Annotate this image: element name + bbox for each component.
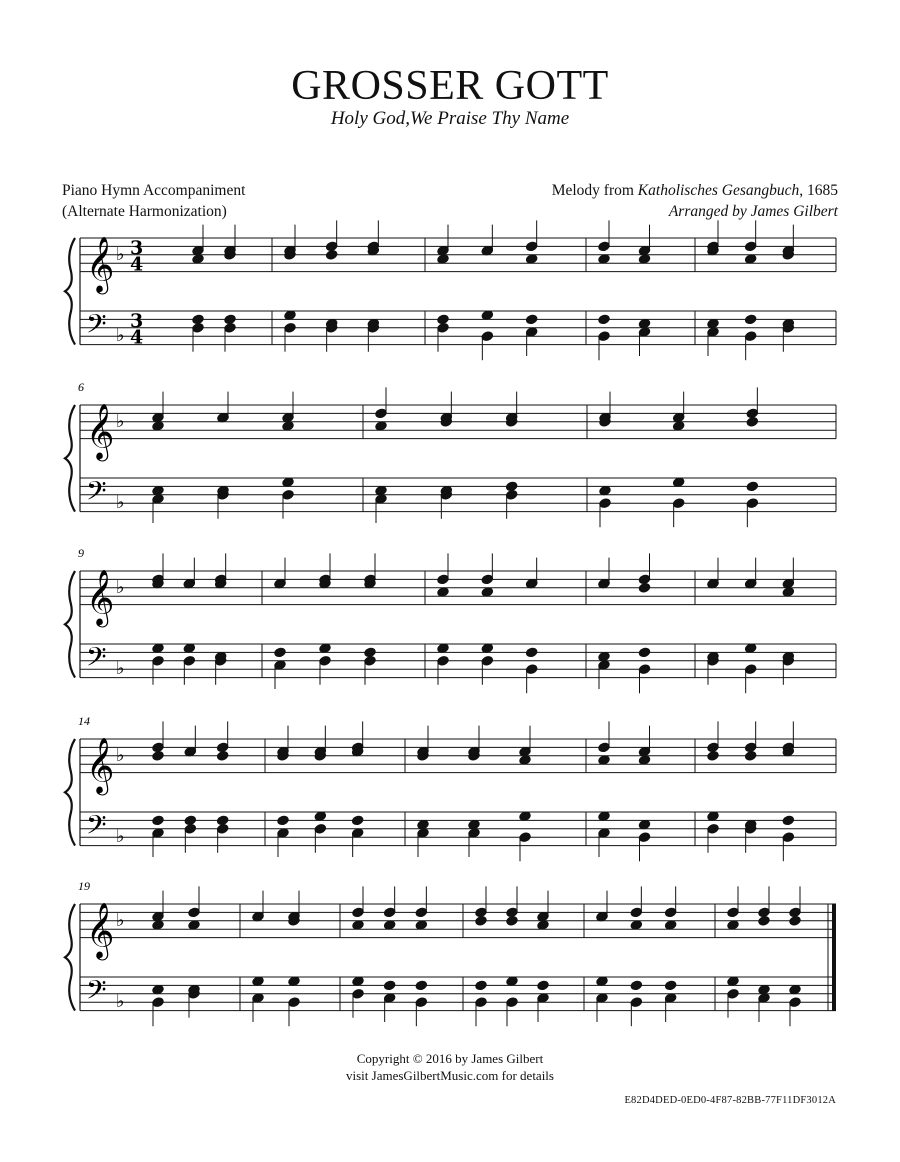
page-title: GROSSER GOTT bbox=[291, 63, 609, 109]
time-signature-bottom: 4 bbox=[130, 253, 144, 276]
notehead bbox=[383, 907, 395, 918]
notehead bbox=[364, 647, 376, 658]
notehead bbox=[758, 907, 770, 918]
brace bbox=[65, 405, 75, 512]
notehead bbox=[746, 416, 758, 427]
notehead bbox=[475, 980, 487, 991]
notehead bbox=[599, 498, 611, 509]
bass-clef: 𝄢 bbox=[86, 474, 107, 513]
melody-source: Katholisches Gesangbuch bbox=[637, 182, 800, 199]
arranger-credit: Arranged by James Gilbert bbox=[668, 203, 838, 220]
notehead bbox=[383, 980, 395, 991]
measure-number: 14 bbox=[78, 714, 90, 728]
measure-number: 6 bbox=[78, 380, 84, 394]
notehead bbox=[475, 997, 487, 1008]
key-signature-flat: ♭ bbox=[116, 744, 125, 766]
notehead bbox=[525, 664, 537, 675]
notehead bbox=[352, 988, 364, 999]
notehead bbox=[630, 980, 642, 991]
notehead bbox=[707, 823, 719, 834]
treble-clef: 𝄞 bbox=[86, 737, 115, 794]
notehead bbox=[184, 815, 196, 826]
notehead bbox=[325, 241, 337, 252]
notehead bbox=[782, 815, 794, 826]
notehead bbox=[192, 322, 204, 333]
key-signature-flat: ♭ bbox=[116, 991, 125, 1013]
final-barline-thick bbox=[832, 904, 836, 1011]
notehead bbox=[184, 823, 196, 834]
notehead bbox=[664, 980, 676, 991]
notehead bbox=[415, 907, 427, 918]
brace bbox=[65, 904, 75, 1011]
notehead bbox=[537, 980, 549, 991]
notehead bbox=[744, 750, 756, 761]
notehead bbox=[746, 481, 758, 492]
notehead bbox=[744, 314, 756, 325]
notehead bbox=[505, 489, 517, 500]
notehead bbox=[288, 997, 300, 1008]
notehead bbox=[216, 823, 228, 834]
notehead bbox=[782, 832, 794, 843]
treble-clef: 𝄞 bbox=[86, 902, 115, 959]
notehead bbox=[506, 907, 518, 918]
arrangement-note: (Alternate Harmonization) bbox=[62, 203, 227, 220]
notehead bbox=[224, 322, 236, 333]
notehead bbox=[727, 988, 739, 999]
key-signature-flat: ♭ bbox=[116, 576, 125, 598]
notehead bbox=[789, 997, 801, 1008]
notehead bbox=[638, 647, 650, 658]
notehead bbox=[192, 314, 204, 325]
notehead bbox=[415, 997, 427, 1008]
notehead bbox=[364, 655, 376, 666]
arrangement-type: Piano Hymn Accompaniment bbox=[62, 182, 246, 199]
notehead bbox=[638, 664, 650, 675]
bass-clef: 𝄢 bbox=[86, 973, 107, 1012]
melody-year: , 1685 bbox=[799, 182, 838, 199]
notehead bbox=[758, 915, 770, 926]
notehead bbox=[481, 574, 493, 585]
notehead bbox=[216, 742, 228, 753]
treble-clef: 𝄞 bbox=[86, 236, 115, 293]
notehead bbox=[152, 655, 164, 666]
notehead bbox=[415, 980, 427, 991]
notehead bbox=[475, 915, 487, 926]
key-signature-flat: ♭ bbox=[116, 243, 125, 265]
notehead bbox=[630, 997, 642, 1008]
notehead bbox=[152, 750, 164, 761]
notehead bbox=[744, 742, 756, 753]
notehead bbox=[437, 655, 449, 666]
notehead bbox=[598, 331, 610, 342]
notehead bbox=[216, 750, 228, 761]
notehead bbox=[319, 655, 331, 666]
notehead bbox=[506, 997, 518, 1008]
bass-clef: 𝄢 bbox=[86, 640, 107, 679]
notehead bbox=[505, 481, 517, 492]
notehead bbox=[638, 582, 650, 593]
notehead bbox=[375, 408, 387, 419]
treble-clef: 𝄞 bbox=[86, 403, 115, 460]
notehead bbox=[152, 997, 164, 1008]
time-signature-top: 3 bbox=[130, 236, 144, 259]
key-signature-flat: ♭ bbox=[116, 909, 125, 931]
treble-clef: 𝄞 bbox=[86, 569, 115, 626]
notehead bbox=[598, 314, 610, 325]
page-subtitle: Holy God,We Praise Thy Name bbox=[330, 108, 570, 129]
notehead bbox=[216, 815, 228, 826]
brace bbox=[65, 739, 75, 846]
notehead bbox=[707, 742, 719, 753]
notehead bbox=[506, 915, 518, 926]
measure-number: 9 bbox=[78, 546, 84, 560]
notehead bbox=[598, 742, 610, 753]
notehead bbox=[437, 322, 449, 333]
key-signature-flat: ♭ bbox=[116, 410, 125, 432]
notehead bbox=[744, 664, 756, 675]
notehead bbox=[475, 907, 487, 918]
melody-prefix: Melody from bbox=[551, 182, 638, 199]
footer-link-text: visit JamesGilbertMusic.com for details bbox=[346, 1068, 554, 1083]
time-signature-bottom: 4 bbox=[130, 326, 144, 349]
key-signature-flat: ♭ bbox=[116, 492, 125, 514]
copyright: Copyright © 2016 by James Gilbert bbox=[356, 1051, 544, 1066]
notehead bbox=[437, 574, 449, 585]
notehead bbox=[744, 331, 756, 342]
notehead bbox=[630, 907, 642, 918]
document-code: E82D4DED-0ED0-4F87-82BB-77F11DF3012A bbox=[624, 1095, 836, 1106]
notehead bbox=[188, 907, 200, 918]
measure-number: 19 bbox=[78, 879, 90, 893]
notehead bbox=[638, 574, 650, 585]
notehead bbox=[638, 832, 650, 843]
key-signature-flat: ♭ bbox=[116, 826, 125, 848]
notehead bbox=[481, 655, 493, 666]
notehead bbox=[525, 647, 537, 658]
notehead bbox=[481, 331, 493, 342]
notehead bbox=[224, 314, 236, 325]
bass-clef: 𝄢 bbox=[86, 307, 107, 346]
notehead bbox=[789, 915, 801, 926]
brace bbox=[65, 571, 75, 678]
notehead bbox=[351, 815, 363, 826]
notehead bbox=[672, 498, 684, 509]
notehead bbox=[183, 655, 195, 666]
bass-clef: 𝄢 bbox=[86, 808, 107, 847]
notehead bbox=[746, 498, 758, 509]
notehead bbox=[664, 907, 676, 918]
notehead bbox=[325, 249, 337, 260]
notehead bbox=[525, 241, 537, 252]
notehead bbox=[707, 750, 719, 761]
notehead bbox=[152, 815, 164, 826]
notehead bbox=[282, 489, 294, 500]
notehead bbox=[525, 314, 537, 325]
notehead bbox=[284, 322, 296, 333]
notehead bbox=[314, 823, 326, 834]
notehead bbox=[519, 832, 531, 843]
notehead bbox=[598, 241, 610, 252]
footer bbox=[0, 1050, 900, 1084]
key-signature-flat: ♭ bbox=[116, 325, 125, 347]
notehead bbox=[744, 241, 756, 252]
notehead bbox=[277, 815, 289, 826]
key-signature-flat: ♭ bbox=[116, 658, 125, 680]
notehead bbox=[727, 907, 739, 918]
notehead bbox=[152, 742, 164, 753]
notehead bbox=[352, 907, 364, 918]
notehead bbox=[437, 314, 449, 325]
notehead bbox=[274, 647, 286, 658]
notehead bbox=[789, 907, 801, 918]
notehead bbox=[746, 408, 758, 419]
time-signature-top: 3 bbox=[130, 309, 144, 332]
brace bbox=[65, 238, 75, 345]
